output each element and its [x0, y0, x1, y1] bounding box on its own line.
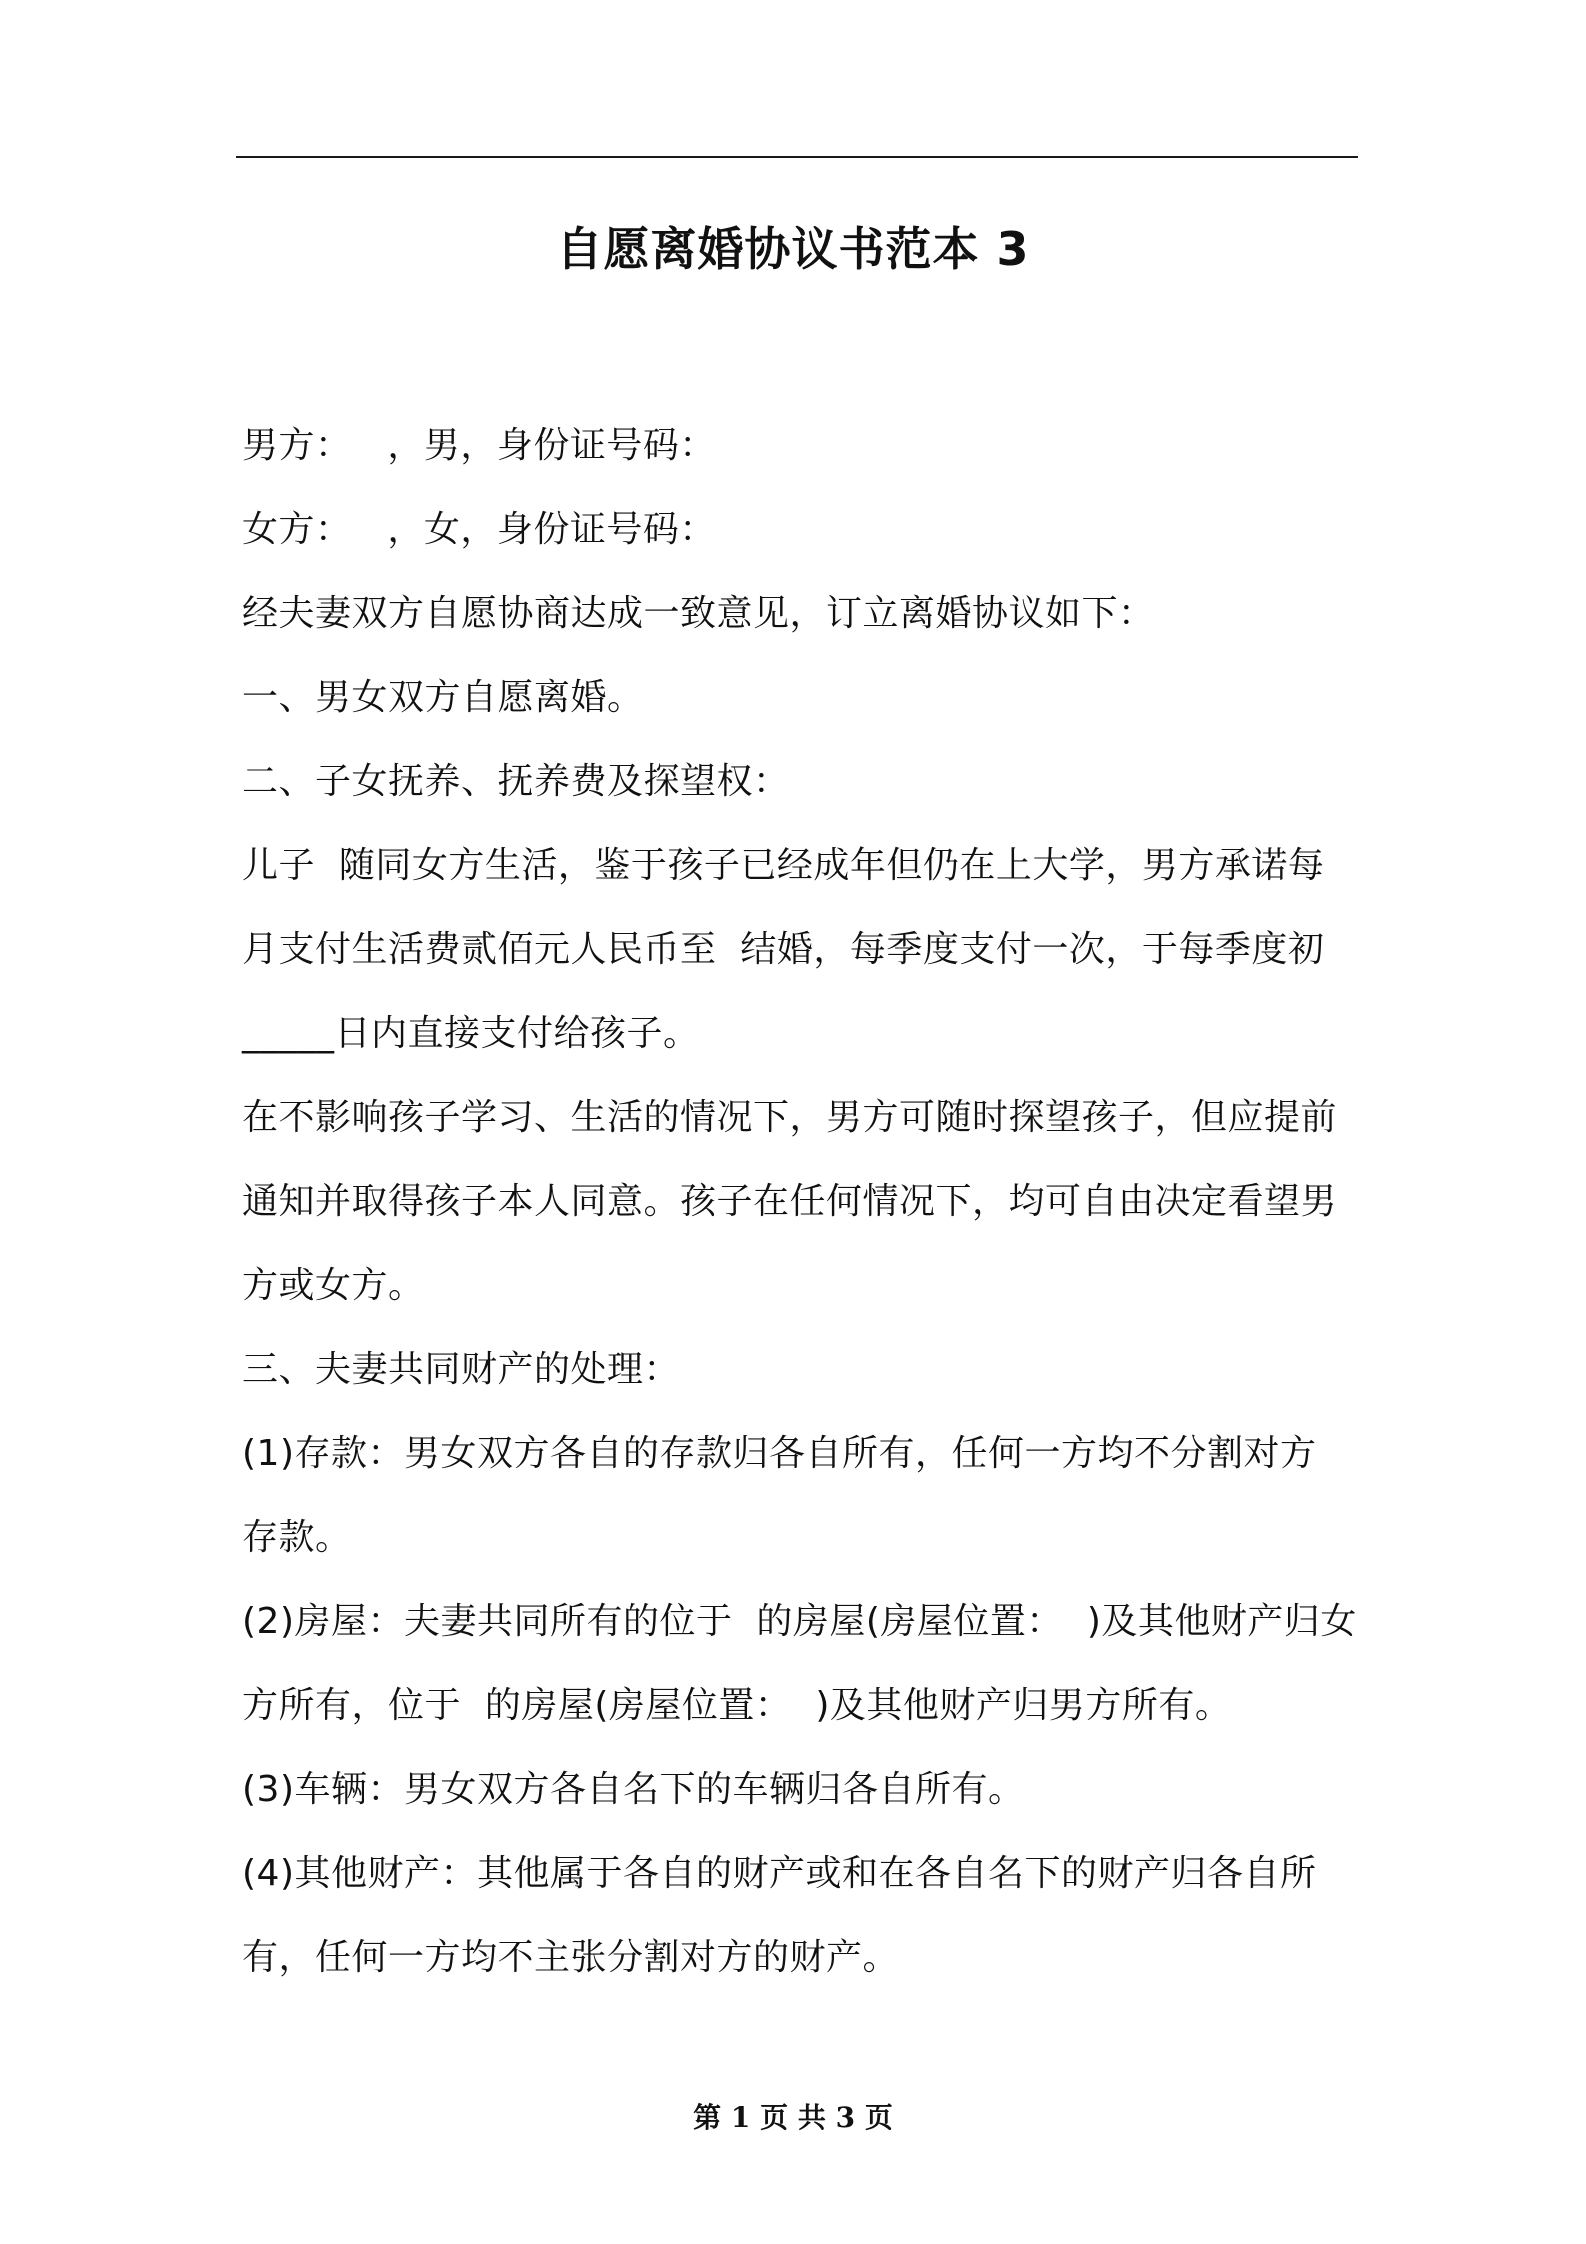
- page-footer: 第 1 页 共 3 页: [693, 2101, 893, 2134]
- line-section-2-heading: 二、子女抚养、抚养费及探望权：: [242, 761, 790, 802]
- line-visitation-3: 方或女方。: [242, 1265, 425, 1306]
- line-house-2: 方所有，位于 的房屋(房屋位置： )及其他财产归男方所有。: [242, 1685, 1232, 1726]
- line-savings-2: 存款。: [242, 1517, 352, 1558]
- line-house-1: (2)房屋：夫妻共同所有的位于 的房屋(房屋位置： )及其他财产归女: [242, 1601, 1357, 1642]
- header-divider: [236, 156, 1358, 158]
- line-custody-2: 月支付生活费贰佰元人民币至 结婚，每季度支付一次，于每季度初: [242, 929, 1325, 970]
- line-male-party: 男方： ，男，身份证号码：: [242, 425, 716, 466]
- line-visitation-2: 通知并取得孩子本人同意。孩子在任何情况下，均可自由决定看望男: [242, 1181, 1338, 1222]
- line-section-3-heading: 三、夫妻共同财产的处理：: [242, 1349, 681, 1390]
- line-custody-1: 儿子 随同女方生活，鉴于孩子已经成年但仍在上大学，男方承诺每: [242, 845, 1325, 886]
- line-other-property-2: 有，任何一方均不主张分割对方的财产。: [242, 1937, 900, 1978]
- line-section-1: 一、男女双方自愿离婚。: [242, 677, 644, 718]
- line-custody-3: _____日内直接支付给孩子。: [242, 1013, 700, 1054]
- line-savings-1: (1)存款：男女双方各自的存款归各自所有，任何一方均不分割对方: [242, 1433, 1317, 1474]
- line-agreement-intro: 经夫妻双方自愿协商达成一致意见，订立离婚协议如下：: [242, 593, 1155, 634]
- line-vehicle: (3)车辆：男女双方各自名下的车辆归各自所有。: [242, 1769, 1025, 1810]
- line-visitation-1: 在不影响孩子学习、生活的情况下，男方可随时探望孩子，但应提前: [242, 1097, 1338, 1138]
- document-title: 自愿离婚协议书范本 3: [556, 222, 1030, 276]
- document-body: [242, 404, 1356, 2000]
- line-other-property-1: (4)其他财产：其他属于各自的财产或和在各自名下的财产归各自所: [242, 1853, 1317, 1894]
- line-female-party: 女方： ，女，身份证号码：: [242, 509, 716, 550]
